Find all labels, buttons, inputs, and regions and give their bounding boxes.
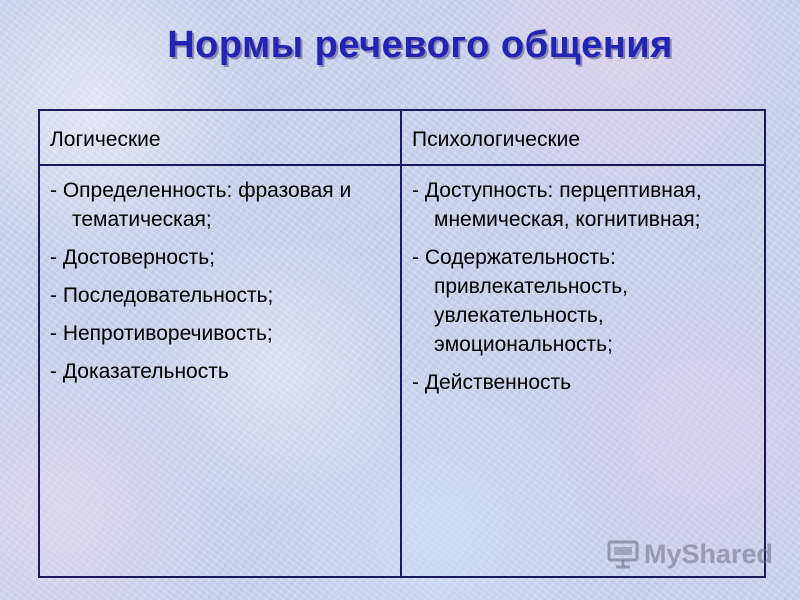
presentation-screen-icon <box>606 539 640 569</box>
list-item: - Содержательность: привлекательность, увлекательность, эмоциональность; <box>412 246 628 356</box>
table-header-row <box>39 110 765 165</box>
watermark <box>606 536 773 572</box>
table-row <box>39 165 765 577</box>
psychological-cell <box>401 165 765 577</box>
list-item: - Действенность <box>412 371 572 394</box>
header-logical: Логические <box>39 110 401 165</box>
header-psychological: Психологические <box>401 110 765 165</box>
list-item: - Доказательность <box>50 360 229 383</box>
list-item: - Достоверность; <box>50 246 215 269</box>
list-item: - Последовательность; <box>50 284 274 307</box>
logical-cell <box>39 165 401 577</box>
list-item: - Непротиворечивость; <box>50 322 273 345</box>
watermark-text: MyShared <box>644 538 774 569</box>
norms-table <box>38 109 766 578</box>
list-item: - Доступность: перцептивная, мнемическая, когнитивная; <box>412 179 702 231</box>
list-item: - Определенность: фразовая и тематическая; <box>50 179 352 231</box>
page-title: Нормы речевого общения <box>167 24 673 66</box>
